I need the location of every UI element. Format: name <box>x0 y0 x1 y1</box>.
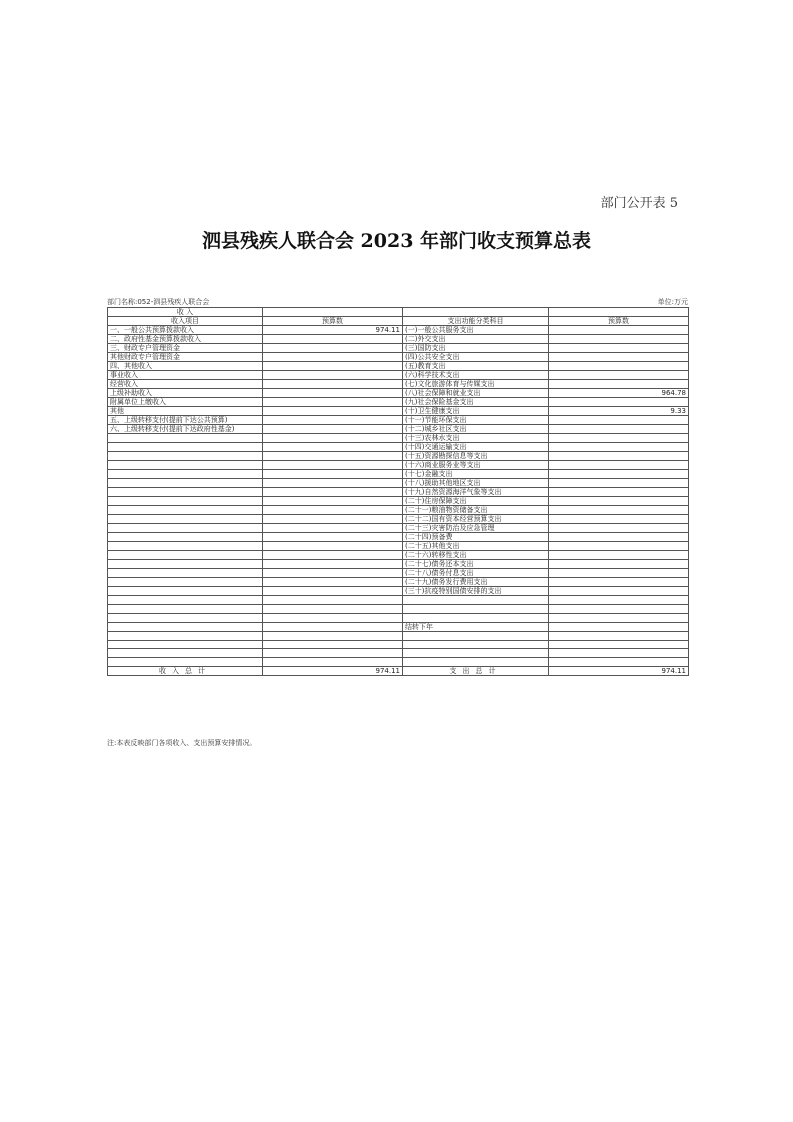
income-value-cell <box>263 434 403 443</box>
expense-item-cell <box>403 596 549 605</box>
income-item-cell <box>108 622 263 631</box>
expense-item-cell: (十九)自然资源海洋气象等支出 <box>403 488 549 497</box>
income-item-cell <box>108 524 263 533</box>
expense-item-cell: (九)社会保险基金支出 <box>403 398 549 407</box>
table-row <box>108 398 689 407</box>
expense-value-cell <box>549 371 689 380</box>
table-row <box>108 506 689 515</box>
income-item-cell <box>108 443 263 452</box>
expense-item-cell: (二十三)灾害防治及应急管理 <box>403 524 549 533</box>
income-value-cell <box>263 398 403 407</box>
income-item-cell <box>108 551 263 560</box>
expense-value-cell <box>549 622 689 631</box>
expense-item-cell: (一)一般公共服务支出 <box>403 326 549 335</box>
income-value-cell <box>263 425 403 434</box>
expense-item-cell: (十七)金融支出 <box>403 470 549 479</box>
expense-value-cell <box>549 452 689 461</box>
expense-item-cell: (十三)农林水支出 <box>403 434 549 443</box>
income-item-cell: 其他财政专户管理资金 <box>108 353 263 362</box>
income-total-label: 收入总计 <box>108 667 263 676</box>
income-item-cell: 四、其他收入 <box>108 362 263 371</box>
table-row <box>108 596 689 605</box>
meta-row <box>107 297 688 307</box>
expense-item-cell: (十六)商业服务业等支出 <box>403 461 549 470</box>
income-value-cell <box>263 515 403 524</box>
income-item-cell <box>108 434 263 443</box>
income-value-cell <box>263 649 403 658</box>
income-item-cell <box>108 578 263 587</box>
expense-value-cell <box>549 416 689 425</box>
income-value-cell <box>263 461 403 470</box>
expense-item-cell: (三)国防支出 <box>403 344 549 353</box>
income-value-cell <box>263 604 403 613</box>
table-row <box>108 658 689 667</box>
expense-item-cell: (二十八)债务付息支出 <box>403 569 549 578</box>
income-item-cell: 五、上级转移支付(提前下达公共预算) <box>108 416 263 425</box>
income-item-cell: 附属单位上缴收入 <box>108 398 263 407</box>
expense-value-cell <box>549 362 689 371</box>
expense-item-cell <box>403 604 549 613</box>
income-item-cell <box>108 587 263 596</box>
table-row <box>108 344 689 353</box>
table-row <box>108 353 689 362</box>
income-item-cell: 经营收入 <box>108 380 263 389</box>
expense-value-cell <box>549 425 689 434</box>
income-value-cell <box>263 551 403 560</box>
income-value-cell <box>263 560 403 569</box>
expense-item-cell: (六)科学技术支出 <box>403 371 549 380</box>
header-income-budget: 预算数 <box>263 317 403 326</box>
expense-value-cell <box>549 604 689 613</box>
expense-value-cell <box>549 578 689 587</box>
expense-value-cell <box>549 542 689 551</box>
table-row <box>108 640 689 649</box>
table-row <box>108 551 689 560</box>
table-row <box>108 335 689 344</box>
income-item-cell <box>108 533 263 542</box>
income-value-cell <box>263 587 403 596</box>
expense-value-cell: 964.78 <box>549 389 689 398</box>
income-value-cell <box>263 452 403 461</box>
expense-item-cell: (二十二)国有资本经营预算支出 <box>403 515 549 524</box>
income-value-cell <box>263 622 403 631</box>
income-value-cell <box>263 488 403 497</box>
totals-row <box>108 667 689 676</box>
expense-value-cell <box>549 479 689 488</box>
expense-total-label: 支出总计 <box>403 667 549 676</box>
income-value-cell <box>263 640 403 649</box>
header-expense-item: 支出功能分类科目 <box>403 317 549 326</box>
income-value-cell <box>263 416 403 425</box>
table-row <box>108 362 689 371</box>
income-value-cell <box>263 407 403 416</box>
column-header-row <box>108 317 689 326</box>
department-label: 部门名称:052-泗县残疾人联合会 <box>107 298 210 306</box>
table-row <box>108 578 689 587</box>
income-item-cell: 上级补助收入 <box>108 389 263 398</box>
expense-value-cell <box>549 658 689 667</box>
income-value-cell <box>263 613 403 622</box>
income-item-cell <box>108 542 263 551</box>
income-value-cell <box>263 344 403 353</box>
table-row <box>108 326 689 335</box>
income-value-cell <box>263 631 403 640</box>
table-row <box>108 560 689 569</box>
table-row <box>108 389 689 398</box>
header-expense-budget: 预算数 <box>549 317 689 326</box>
table-row <box>108 479 689 488</box>
expense-value-cell <box>549 326 689 335</box>
income-item-cell <box>108 506 263 515</box>
expense-value-cell <box>549 497 689 506</box>
income-item-cell: 事业收入 <box>108 371 263 380</box>
table-row <box>108 488 689 497</box>
income-item-cell: 一、一般公共预算拨款收入 <box>108 326 263 335</box>
expense-item-cell <box>403 649 549 658</box>
income-item-cell <box>108 497 263 506</box>
section-header-row <box>108 308 689 317</box>
expense-value-cell <box>549 398 689 407</box>
expense-item-cell: (二十)住房保障支出 <box>403 497 549 506</box>
expense-value-cell <box>549 631 689 640</box>
income-value-cell <box>263 596 403 605</box>
income-value-cell <box>263 443 403 452</box>
income-value-cell <box>263 658 403 667</box>
expense-total-value: 974.11 <box>549 667 689 676</box>
expense-item-cell: 结转下年 <box>403 622 549 631</box>
income-value-cell: 974.11 <box>263 326 403 335</box>
expense-value-cell <box>549 488 689 497</box>
income-value-cell <box>263 524 403 533</box>
expense-value-cell <box>549 587 689 596</box>
income-item-cell: 三、财政专户管理资金 <box>108 344 263 353</box>
expense-item-cell: (二十九)债务发行费用支出 <box>403 578 549 587</box>
expense-value-cell <box>549 344 689 353</box>
unit-label: 单位:万元 <box>657 298 688 306</box>
table-row <box>108 452 689 461</box>
expense-item-cell <box>403 640 549 649</box>
table-row <box>108 533 689 542</box>
table-row <box>108 380 689 389</box>
expense-item-cell: (二十一)粮油物资储备支出 <box>403 506 549 515</box>
expense-item-cell: (二十五)其他支出 <box>403 542 549 551</box>
income-item-cell <box>108 649 263 658</box>
income-item-cell <box>108 604 263 613</box>
expense-item-cell: (三十)抗疫特别国债安排的支出 <box>403 587 549 596</box>
expense-value-cell: 9.33 <box>549 407 689 416</box>
income-value-cell <box>263 506 403 515</box>
income-item-cell <box>108 461 263 470</box>
income-item-cell <box>108 569 263 578</box>
table-row <box>108 434 689 443</box>
expense-item-cell: (二十七)债务还本支出 <box>403 560 549 569</box>
expense-value-cell <box>549 569 689 578</box>
expense-value-cell <box>549 515 689 524</box>
income-item-cell <box>108 658 263 667</box>
table-row <box>108 631 689 640</box>
footnote: 注:本表反映部门各项收入、支出预算安排情况。 <box>107 739 257 747</box>
income-item-cell: 六、上级转移支付(提前下达政府性基金) <box>108 425 263 434</box>
income-item-cell <box>108 479 263 488</box>
income-item-cell: 其他 <box>108 407 263 416</box>
income-value-cell <box>263 335 403 344</box>
expense-value-cell <box>549 353 689 362</box>
table-row <box>108 371 689 380</box>
expense-item-cell: (七)文化旅游体育与传媒支出 <box>403 380 549 389</box>
income-value-cell <box>263 470 403 479</box>
expense-item-cell: (十五)资源勘探信息等支出 <box>403 452 549 461</box>
table-row <box>108 461 689 470</box>
income-item-cell <box>108 515 263 524</box>
table-row <box>108 515 689 524</box>
income-item-cell: 二、政府性基金预算拨款收入 <box>108 335 263 344</box>
expense-value-cell <box>549 560 689 569</box>
income-value-cell <box>263 353 403 362</box>
income-value-cell <box>263 569 403 578</box>
expense-item-cell: (十一)节能环保支出 <box>403 416 549 425</box>
income-value-cell <box>263 380 403 389</box>
income-item-cell <box>108 488 263 497</box>
income-item-cell <box>108 560 263 569</box>
income-item-cell <box>108 470 263 479</box>
header-income-item: 收入项目 <box>108 317 263 326</box>
table-row <box>108 470 689 479</box>
income-item-cell <box>108 452 263 461</box>
income-value-cell <box>263 578 403 587</box>
table-number: 部门公开表 5 <box>600 196 678 211</box>
expense-value-cell <box>549 649 689 658</box>
expense-value-cell <box>549 434 689 443</box>
table-row <box>108 622 689 631</box>
expense-value-cell <box>549 470 689 479</box>
income-item-cell <box>108 631 263 640</box>
expense-item-cell: (八)社会保障和就业支出 <box>403 389 549 398</box>
income-value-cell <box>263 497 403 506</box>
income-item-cell <box>108 613 263 622</box>
income-value-cell <box>263 389 403 398</box>
income-value-cell <box>263 542 403 551</box>
expense-item-cell: (二十六)转移性支出 <box>403 551 549 560</box>
income-item-cell <box>108 596 263 605</box>
expense-item-cell: (十二)城乡社区支出 <box>403 425 549 434</box>
income-item-cell <box>108 640 263 649</box>
table-row <box>108 524 689 533</box>
expense-value-cell <box>549 640 689 649</box>
expense-value-cell <box>549 443 689 452</box>
table-row <box>108 407 689 416</box>
income-value-cell <box>263 479 403 488</box>
expense-value-cell <box>549 596 689 605</box>
expense-item-cell: (五)教育支出 <box>403 362 549 371</box>
expense-value-cell <box>549 533 689 542</box>
expense-value-cell <box>549 613 689 622</box>
table-row <box>108 649 689 658</box>
expense-item-cell: (四)公共安全支出 <box>403 353 549 362</box>
table-row <box>108 569 689 578</box>
expense-item-cell <box>403 631 549 640</box>
expense-item-cell: (十八)援助其他地区支出 <box>403 479 549 488</box>
budget-table <box>107 307 689 676</box>
expense-value-cell <box>549 524 689 533</box>
table-row <box>108 587 689 596</box>
expense-item-cell <box>403 613 549 622</box>
income-value-cell <box>263 533 403 542</box>
expense-item-cell: (十四)交通运输支出 <box>403 443 549 452</box>
income-value-cell <box>263 362 403 371</box>
table-row <box>108 613 689 622</box>
expense-item-cell: (二)外交支出 <box>403 335 549 344</box>
table-row <box>108 416 689 425</box>
expense-item-cell <box>403 658 549 667</box>
income-value-cell <box>263 371 403 380</box>
expense-item-cell: (十)卫生健康支出 <box>403 407 549 416</box>
section-income-header: 收 入 <box>108 308 263 317</box>
table-row <box>108 542 689 551</box>
expense-value-cell <box>549 506 689 515</box>
table-row <box>108 604 689 613</box>
income-total-value: 974.11 <box>263 667 403 676</box>
table-row <box>108 497 689 506</box>
table-row <box>108 443 689 452</box>
table-row <box>108 425 689 434</box>
expense-value-cell <box>549 335 689 344</box>
expense-item-cell: (二十四)预备费 <box>403 533 549 542</box>
page-title: 泗县残疾人联合会 2023 年部门收支预算总表 <box>201 230 592 252</box>
expense-value-cell <box>549 461 689 470</box>
expense-value-cell <box>549 551 689 560</box>
expense-value-cell <box>549 380 689 389</box>
